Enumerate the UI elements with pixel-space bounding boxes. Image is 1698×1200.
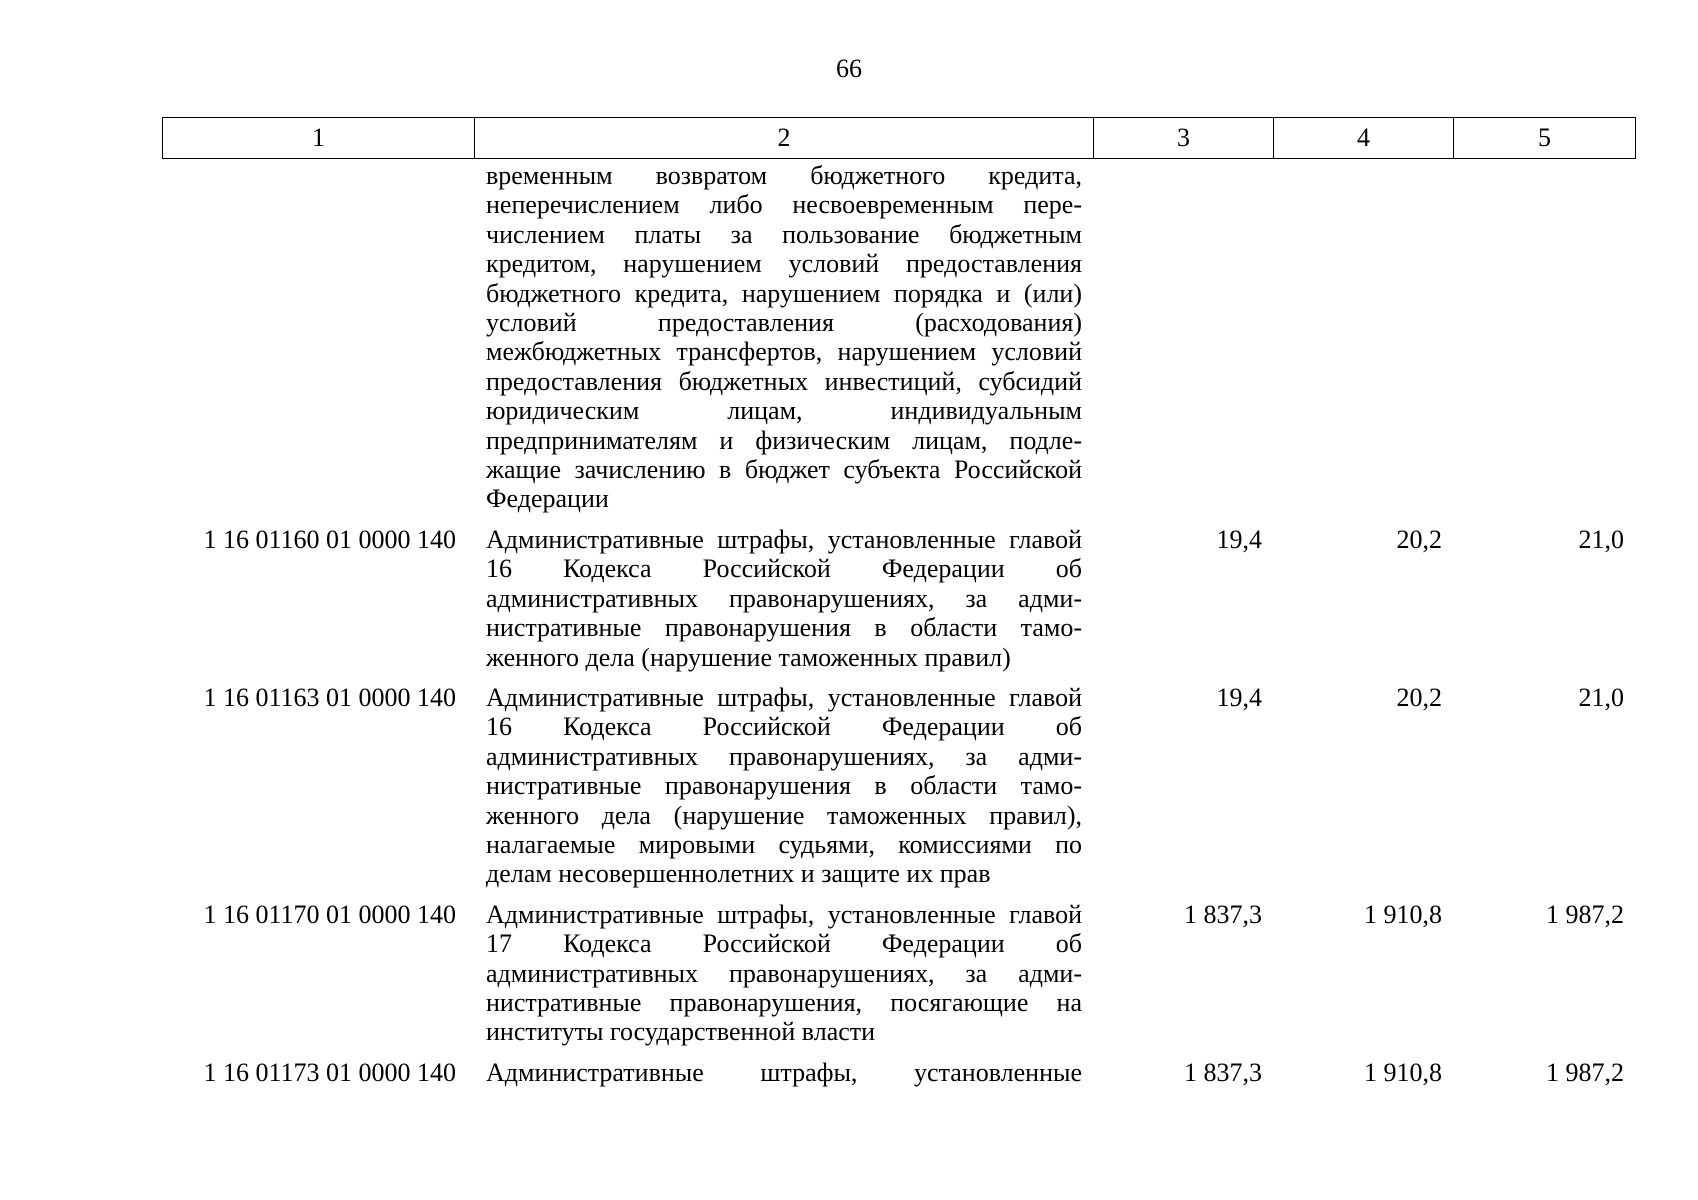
budget-code — [162, 159, 474, 525]
budget-code: 1 16 01170 01 0000 140 — [203, 899, 456, 929]
column-header-3: 3 — [1094, 118, 1274, 159]
column-header-5: 5 — [1454, 118, 1636, 159]
description: Административные штрафы, установленные главой 17 Кодекса Российской Федерации об административных правонарушениях, за административные правонарушения, посягающие на институты государственной власти — [486, 899, 1082, 1047]
table-body — [162, 159, 1635, 1087]
header-row — [163, 118, 1636, 159]
budget-code: 1 16 01173 01 0000 140 — [203, 1057, 456, 1087]
value-col-3: 19,4 — [1216, 682, 1262, 712]
budget-table — [162, 117, 1635, 1087]
column-header-1: 1 — [163, 118, 475, 159]
value-col-3 — [1093, 159, 1273, 525]
description: Административные штрафы, установленные главой 16 Кодекса Российской Федерации об административных правонарушениях, за административные правонарушения в области таможенного дела (нарушение таможенных правил), налагаемые мировыми судьями, комиссиями по делам несовершеннолетних и защите их прав — [486, 682, 1082, 889]
value-col-5: 1 987,2 — [1546, 899, 1624, 929]
budget-code: 1 16 01160 01 0000 140 — [203, 524, 456, 554]
value-col-4 — [1273, 159, 1453, 525]
table-row — [162, 683, 1635, 900]
table-row — [162, 159, 1635, 525]
page-number: 66 — [836, 54, 862, 83]
table-header — [162, 117, 1636, 159]
value-col-5: 21,0 — [1578, 682, 1624, 712]
value-col-4: 20,2 — [1396, 682, 1442, 712]
table-row — [162, 900, 1635, 1058]
column-header-4: 4 — [1274, 118, 1454, 159]
column-header-2: 2 — [475, 118, 1094, 159]
value-col-4: 1 910,8 — [1364, 899, 1442, 929]
budget-code: 1 16 01163 01 0000 140 — [203, 682, 456, 712]
description: Административные штрафы, установленные главой 16 Кодекса Российской Федерации об административных правонарушениях, за административные правонарушения в области таможенного дела (нарушение таможенных правил) — [486, 524, 1082, 672]
value-col-3: 1 837,3 — [1184, 1057, 1262, 1087]
description: Административные штрафы, установленные — [486, 1057, 1082, 1087]
description: временным возвратом бюджетного кредита, неперечислением либо несвоевременным перечислением платы за пользование бюджетным кредитом, нарушением условий предоставления бюджетного кредита, нарушением порядка и (или) условий предоставления (расходования) межбюджетных трансфертов, нарушением условий предоставления бюджетных инвестиций, субсидий юридическим лицам, индивидуальным предпринимателям и физическим лицам, подлежащие зачислению в бюджет субъекта Российской Федерации — [486, 161, 1082, 514]
value-col-5 — [1453, 159, 1635, 525]
table-row — [162, 525, 1635, 683]
value-col-3: 1 837,3 — [1184, 899, 1262, 929]
value-col-5: 1 987,2 — [1546, 1057, 1624, 1087]
table-row — [162, 1058, 1635, 1087]
value-col-4: 20,2 — [1396, 524, 1442, 554]
value-col-3: 19,4 — [1216, 524, 1262, 554]
value-col-5: 21,0 — [1578, 524, 1624, 554]
value-col-4: 1 910,8 — [1364, 1057, 1442, 1087]
